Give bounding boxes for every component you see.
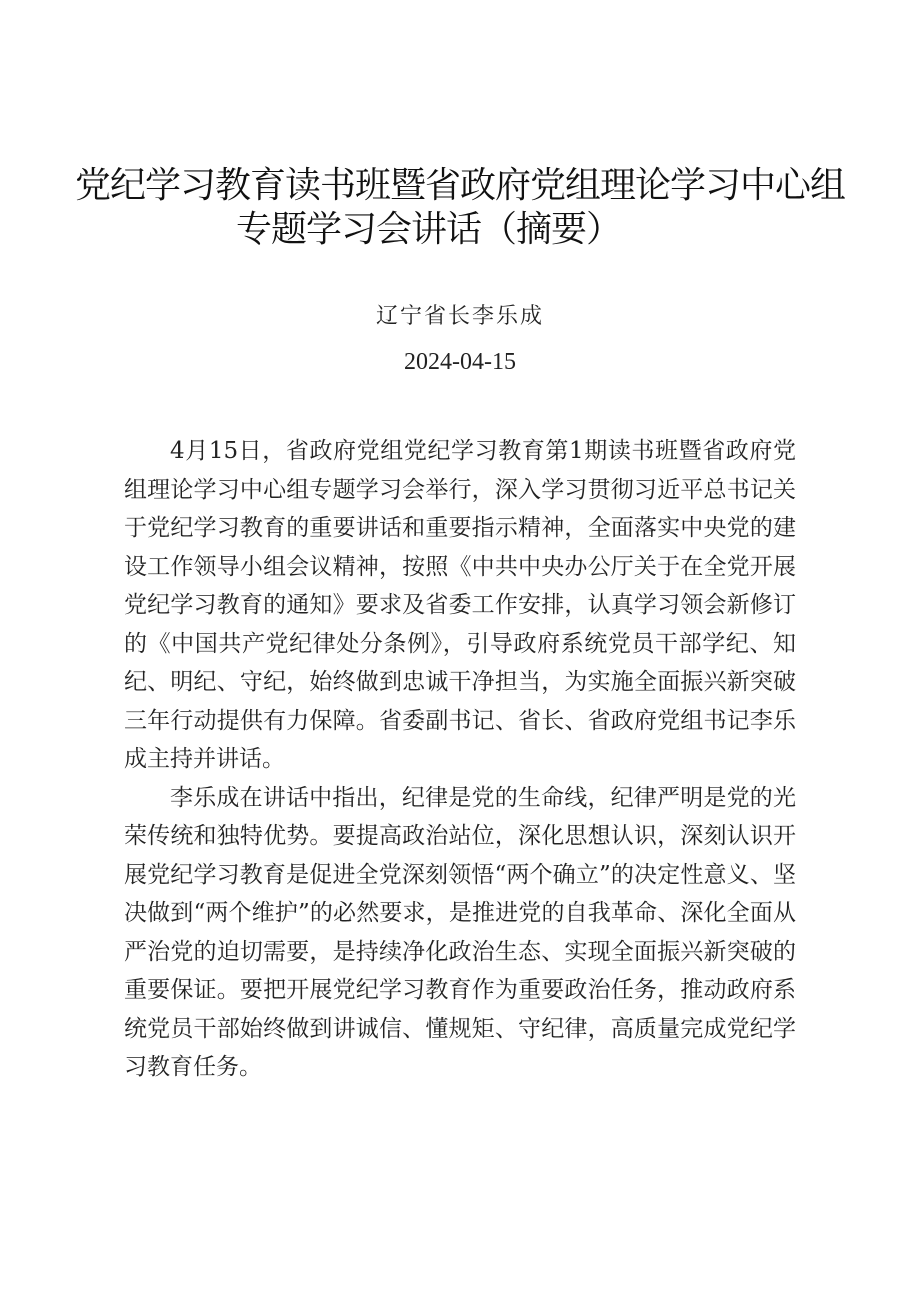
document-title-line-1: 党纪学习教育读书班暨省政府党组理论学习中心组 <box>74 165 845 206</box>
document-author: 辽宁省长李乐成 <box>375 304 544 329</box>
body-paragraph-1: 4月15日，省政府党组党纪学习教育第1期读书班暨省政府党组理论学习中心组专题学习会举行，深入学习贯彻习近平总书记关于党纪学习教育的重要讲话和重要指示精神，全面落实中央党的建设工作领导小组会议精神，按照《中共中央办公厅关于在全党开展党纪学习教育的通知》要求及省委工作安排，认真学习领会新修订的《中国共产党纪律处分条例》，引导政府系统党员干部学纪、知纪、明纪、守纪，始终做到忠诚干净担当，为实施全面振兴新突破三年行动提供有力保障。省委副书记、省长、省政府党组书记李乐成主持并讲话。 <box>124 438 796 772</box>
document-title-line-2: 专题学习会讲话（摘要） <box>236 209 622 250</box>
document-body <box>124 432 796 1087</box>
document-date: 2024-04-15 <box>404 349 516 375</box>
body-paragraph-2: 李乐成在讲话中指出，纪律是党的生命线，纪律严明是党的光荣传统和独特优势。要提高政治站位，深化思想认识，深刻认识开展党纪学习教育是促进全党深刻领悟“两个确立”的决定性意义、坚决做到“两个维护”的必然要求，是推进党的自我革命、深化全面从严治党的迫切需要，是持续净化政治生态、实现全面振兴新突破的重要保证。要把开展党纪学习教育作为重要政治任务，推动政府系统党员干部始终做到讲诚信、懂规矩、守纪律，高质量完成党纪学习教育任务。 <box>124 784 796 1080</box>
